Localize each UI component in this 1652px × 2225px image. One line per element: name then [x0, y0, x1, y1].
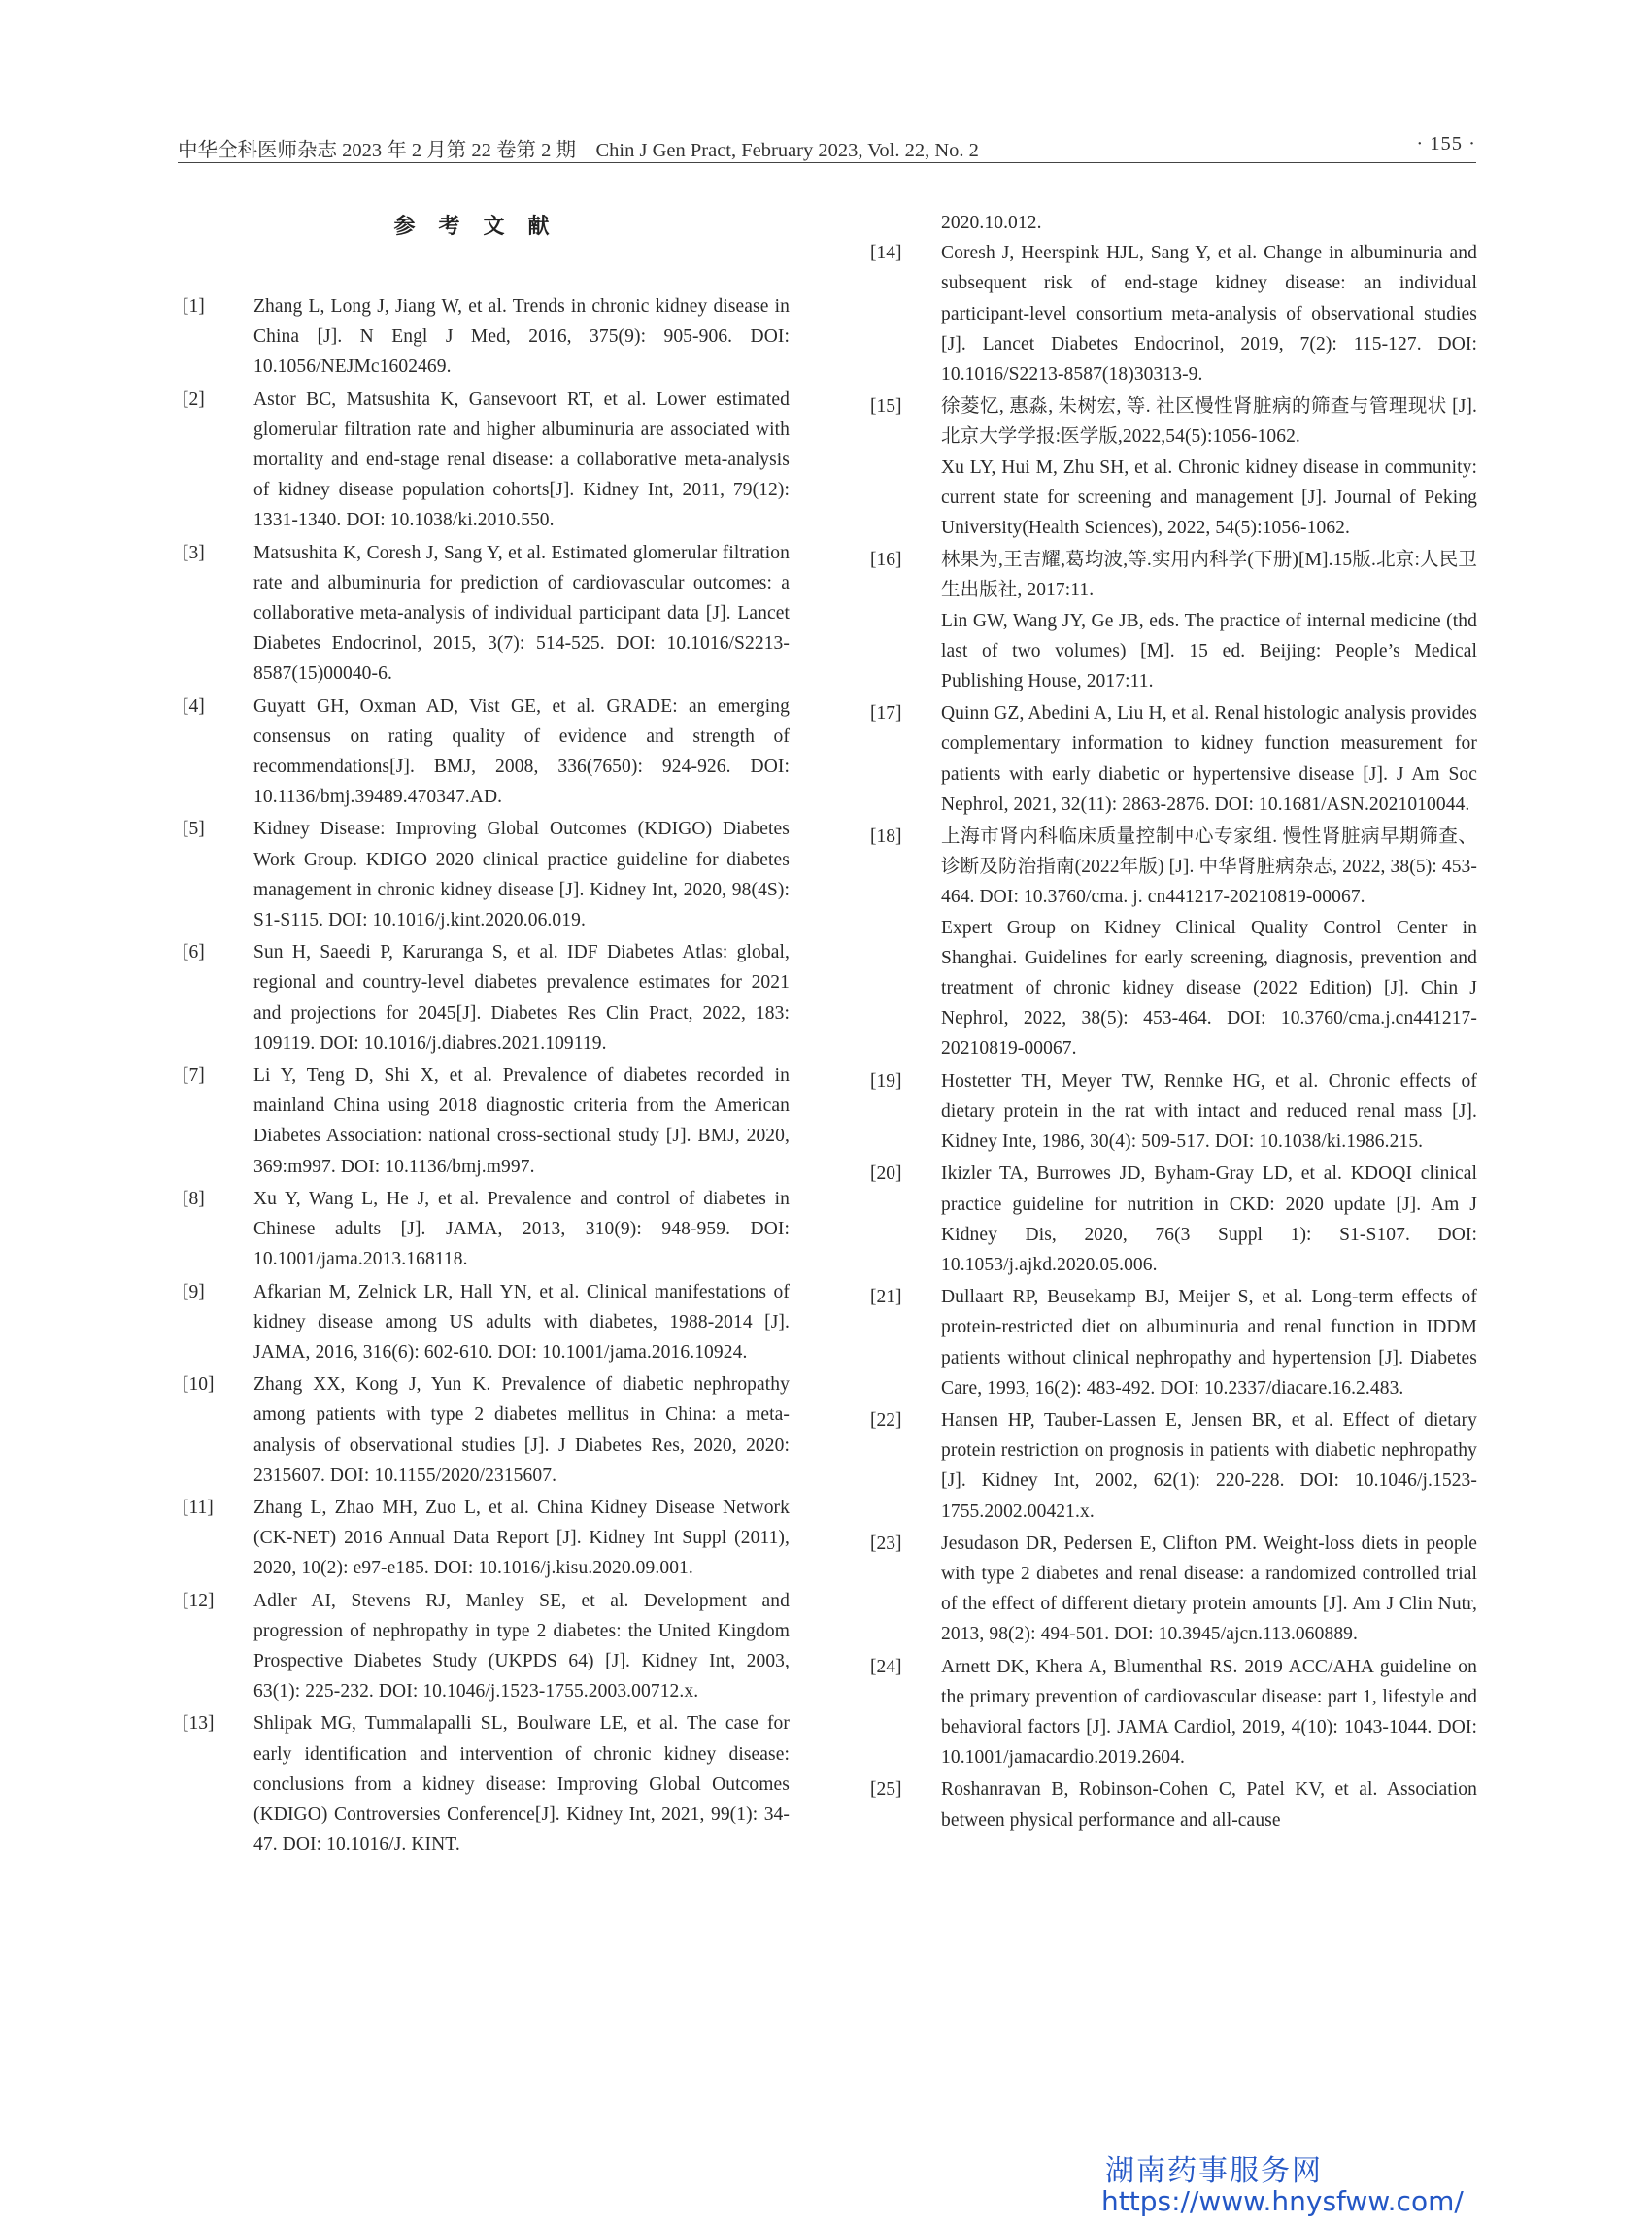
- reference-number: [12]: [183, 1590, 215, 1611]
- reference-text: 林果为,王吉耀,葛均波,等.实用内科学(下册)[M].15版.北京:人民卫生出版社, 2017:11.: [941, 550, 1477, 601]
- reference-number: [9]: [183, 1281, 205, 1302]
- reference-number: [24]: [870, 1656, 902, 1677]
- site-watermark: [1101, 2146, 1494, 2224]
- reference-text: Coresh J, Heerspink HJL, Sang Y, et al. Change in albuminuria and subsequent risk of end-stage kidney disease: an individual participant-level consortium meta-analysis of observational studies [J]. Lancet Diabetes Endocrinol, 2019, 7(2): 115-127. DOI: 10.1016/S2213-8587(18)30313-9.: [941, 243, 1477, 386]
- reference-number: [22]: [870, 1409, 902, 1431]
- reference-number: [23]: [870, 1533, 902, 1554]
- page-number: · 155 ·: [1416, 133, 1476, 154]
- reference-number: [6]: [183, 942, 205, 963]
- reference-item: [870, 822, 1477, 1064]
- reference-number: [21]: [870, 1287, 902, 1308]
- header-divider: [178, 162, 1476, 163]
- reference-text: Zhang XX, Kong J, Yun K. Prevalence of diabetic nephropathy among patients with type 2 diabetes mellitus in China: a meta-analysis of observational studies [J]. J Diabetes Res, 2020, 2020: 2315607. DOI: 10.1155/2020/2315607.: [253, 1374, 790, 1486]
- reference-item: [183, 1369, 790, 1491]
- reference-item: [183, 1277, 790, 1368]
- reference-item: [183, 385, 790, 536]
- reference-number: [11]: [183, 1497, 214, 1518]
- reference-number: [3]: [183, 542, 205, 563]
- reference-item: [183, 1493, 790, 1584]
- reference-text: Afkarian M, Zelnick LR, Hall YN, et al. Clinical manifestations of kidney disease among US adults with diabetes, 1988-2014 [J]. JAMA, 2016, 316(6): 602-610. DOI: 10.1001/jama.2016.10924.: [253, 1281, 790, 1363]
- reference-number: [2]: [183, 388, 205, 410]
- reference-text-translation: Expert Group on Kidney Clinical Quality Control Center in Shanghai. Guidelines for early screening, diagnosis, prevention and treatment of chronic kidney disease (2022 Edition) [J]. Chin J Nephrol, 2022, 38(5): 453-464. DOI: 10.3760/cma.j.cn441217-20210819-00067.: [941, 917, 1477, 1060]
- reference-text-translation: Xu LY, Hui M, Zhu SH, et al. Chronic kidney disease in community: current state for screening and management [J]. Journal of Peking University(Health Sciences), 2022, 54(5):1056-1062.: [941, 456, 1477, 539]
- reference-text: Roshanravan B, Robinson-Cohen C, Patel KV, et al. Association between physical performance and all-cause: [941, 1779, 1477, 1831]
- reference-item: [183, 1184, 790, 1275]
- reference-item: [183, 1708, 790, 1860]
- reference-continuation: 2020.10.012.: [941, 213, 1042, 233]
- reference-text: Jesudason DR, Pedersen E, Clifton PM. Weight-loss diets in people with type 2 diabetes and renal disease: a randomized controlled trial of the effect of different dietary protein amounts [J]. Am J Clin Nutr, 2013, 98(2): 494-501. DOI: 10.3945/ajcn.113.060889.: [941, 1533, 1477, 1645]
- reference-item: [183, 1061, 790, 1182]
- reference-item: [183, 814, 790, 935]
- reference-item: [870, 1159, 1477, 1280]
- reference-item: [183, 1586, 790, 1707]
- reference-text: Hostetter TH, Meyer TW, Rennke HG, et al. Chronic effects of dietary protein in the rat with intact and reduced renal mass [J]. Kidney Inte, 1986, 30(4): 509-517. DOI: 10.1038/ki.1986.215.: [941, 1070, 1477, 1153]
- watermark-url[interactable]: https://www.hnysfww.com/: [1101, 2185, 1464, 2217]
- reference-number: [16]: [870, 550, 902, 571]
- reference-item: [870, 1774, 1477, 1835]
- reference-text: 上海市肾内科临床质量控制中心专家组. 慢性肾脏病早期筛查、诊断及防治指南(2022年版) [J]. 中华肾脏病杂志, 2022, 38(5): 453-464. DOI: 10.3760/cma. j. cn441217-20210819-00067.: [941, 826, 1477, 908]
- reference-item: [870, 1529, 1477, 1650]
- reference-text: Ikizler TA, Burrowes JD, Byham-Gray LD, et al. KDOQI clinical practice guideline for nutrition in CKD: 2020 update [J]. Am J Kidney Dis, 2020, 76(3 Suppl 1): S1-S107. DOI: 10.1053/j.ajkd.2020.05.006.: [941, 1163, 1477, 1275]
- reference-text: Quinn GZ, Abedini A, Liu H, et al. Renal histologic analysis provides complementary information to kidney function measurement for patients with early diabetic or hypertensive disease [J]. J Am Soc Nephrol, 2021, 32(11): 2863-2876. DOI: 10.1681/ASN.2021010044.: [941, 703, 1477, 815]
- reference-number: [5]: [183, 819, 205, 840]
- reference-text: Zhang L, Zhao MH, Zuo L, et al. China Kidney Disease Network (CK-NET) 2016 Annual Data Report [J]. Kidney Int Suppl (2011), 2020, 10(2): e97-e185. DOI: 10.1016/j.kisu.2020.09.001.: [253, 1497, 790, 1579]
- references-left-column: [183, 291, 790, 1862]
- references-heading: 参考文献: [393, 214, 573, 238]
- reference-number: [18]: [870, 826, 902, 848]
- reference-number: [8]: [183, 1188, 205, 1209]
- reference-item: [183, 937, 790, 1059]
- reference-text: Zhang L, Long J, Jiang W, et al. Trends in chronic kidney disease in China [J]. N Engl J Med, 2016, 375(9): 905-906. DOI: 10.1056/NEJMc1602469.: [253, 296, 790, 378]
- reference-item: [870, 1405, 1477, 1527]
- reference-text: Guyatt GH, Oxman AD, Vist GE, et al. GRADE: an emerging consensus on rating quality of evidence and strength of recommendations[J]. BMJ, 2008, 336(7650): 924-926. DOI: 10.1136/bmj.39489.470347.AD.: [253, 695, 790, 808]
- reference-number: [15]: [870, 396, 902, 418]
- reference-number: [14]: [870, 243, 902, 264]
- reference-item: [870, 545, 1477, 696]
- reference-number: [4]: [183, 695, 205, 717]
- reference-text: Kidney Disease: Improving Global Outcomes (KDIGO) Diabetes Work Group. KDIGO 2020 clinical practice guideline for diabetes management in chronic kidney disease [J]. Kidney Int, 2020, 98(4S): S1-S115. DOI: 10.1016/j.kint.2020.06.019.: [253, 819, 790, 931]
- watermark-site-name: 湖南药事服务网: [1105, 2154, 1323, 2188]
- reference-number: [13]: [183, 1713, 215, 1735]
- reference-item: [870, 1066, 1477, 1158]
- reference-item: [183, 691, 790, 813]
- reference-item: [870, 698, 1477, 820]
- reference-text: Hansen HP, Tauber-Lassen E, Jensen BR, et al. Effect of dietary protein restriction on prognosis in patients with diabetic nephropathy [J]. Kidney Int, 2002, 62(1): 220-228. DOI: 10.1046/j.1523-1755.2002.00421.x.: [941, 1409, 1477, 1522]
- references-right-column: [870, 208, 1477, 1837]
- reference-item: [183, 538, 790, 690]
- reference-number: [17]: [870, 703, 902, 725]
- reference-text: Dullaart RP, Beusekamp BJ, Meijer S, et al. Long-term effects of protein-restricted diet on albuminuria and renal function in IDDM patients without clinical nephropathy and hypertension [J]. Diabetes Care, 1993, 16(2): 483-492. DOI: 10.2337/diacare.16.2.483.: [941, 1287, 1477, 1399]
- reference-item: [870, 1652, 1477, 1773]
- reference-text: Shlipak MG, Tummalapalli SL, Boulware LE, et al. The case for early identification and intervention of chronic kidney disease: conclusions from a kidney disease: Improving Global Outcomes (KDIGO) Controversies Conference[J]. Kidney Int, 2021, 99(1): 34-47. DOI: 10.1016/J. KINT.: [253, 1713, 790, 1856]
- reference-number: [19]: [870, 1070, 902, 1092]
- reference-item: [183, 291, 790, 383]
- reference-text: Adler AI, Stevens RJ, Manley SE, et al. Development and progression of nephropathy in type 2 diabetes: the United Kingdom Prospective Diabetes Study (UKPDS 64) [J]. Kidney Int, 2003, 63(1): 225-232. DOI: 10.1046/j.1523-1755.2003.00712.x.: [253, 1590, 790, 1702]
- reference-number: [20]: [870, 1163, 902, 1185]
- reference-item: [870, 238, 1477, 389]
- reference-text: Arnett DK, Khera A, Blumenthal RS. 2019 ACC/AHA guideline on the primary prevention of cardiovascular disease: part 1, lifestyle and behavioral factors [J]. JAMA Cardiol, 2019, 4(10): 1043-1044. DOI: 10.1001/jamacardio.2019.2604.: [941, 1656, 1477, 1769]
- reference-number: [1]: [183, 296, 205, 317]
- reference-number: [25]: [870, 1779, 902, 1801]
- running-header: [178, 133, 1476, 162]
- reference-text: 徐菱忆, 惠淼, 朱树宏, 等. 社区慢性肾脏病的筛查与管理现状 [J]. 北京大学学报:医学版,2022,54(5):1056-1062.: [941, 396, 1477, 448]
- reference-text: Matsushita K, Coresh J, Sang Y, et al. Estimated glomerular filtration rate and albuminuria for prediction of cardiovascular outcomes: a collaborative meta-analysis of individual participant data [J]. Lancet Diabetes Endocrinol, 2015, 3(7): 514-525. DOI: 10.1016/S2213-8587(15)00040-6.: [253, 542, 790, 685]
- reference-text-translation: Lin GW, Wang JY, Ge JB, eds. The practice of internal medicine (thd last of two volumes) [M]. 15 ed. Beijing: People’s Medical Publishing House, 2017:11.: [941, 610, 1477, 692]
- journal-citation: 中华全科医师杂志 2023 年 2 月第 22 卷第 2 期 Chin J Gen Pract, February 2023, Vol. 22, No. 2: [178, 140, 979, 161]
- reference-text: Xu Y, Wang L, He J, et al. Prevalence and control of diabetes in Chinese adults [J]. JAMA, 2013, 310(9): 948-959. DOI: 10.1001/jama.2013.168118.: [253, 1188, 790, 1270]
- reference-number: [7]: [183, 1065, 205, 1087]
- reference-number: [10]: [183, 1374, 215, 1396]
- reference-text: Astor BC, Matsushita K, Gansevoort RT, et al. Lower estimated glomerular filtration rate and higher albuminuria are associated with mortality and end-stage renal disease: a collaborative meta-analysis of kidney disease population cohorts[J]. Kidney Int, 2011, 79(12): 1331-1340. DOI: 10.1038/ki.2010.550.: [253, 388, 790, 531]
- reference-text: Sun H, Saeedi P, Karuranga S, et al. IDF Diabetes Atlas: global, regional and country-level diabetes prevalence estimates for 2021 and projections for 2045[J]. Diabetes Res Clin Pract, 2022, 183: 109119. DOI: 10.1016/j.diabres.2021.109119.: [253, 942, 790, 1054]
- reference-text: Li Y, Teng D, Shi X, et al. Prevalence of diabetes recorded in mainland China using 2018 diagnostic criteria from the American Diabetes Association: national cross-sectional study [J]. BMJ, 2020, 369:m997. DOI: 10.1136/bmj.m997.: [253, 1065, 790, 1177]
- reference-item: [870, 391, 1477, 543]
- reference-item: [870, 1282, 1477, 1403]
